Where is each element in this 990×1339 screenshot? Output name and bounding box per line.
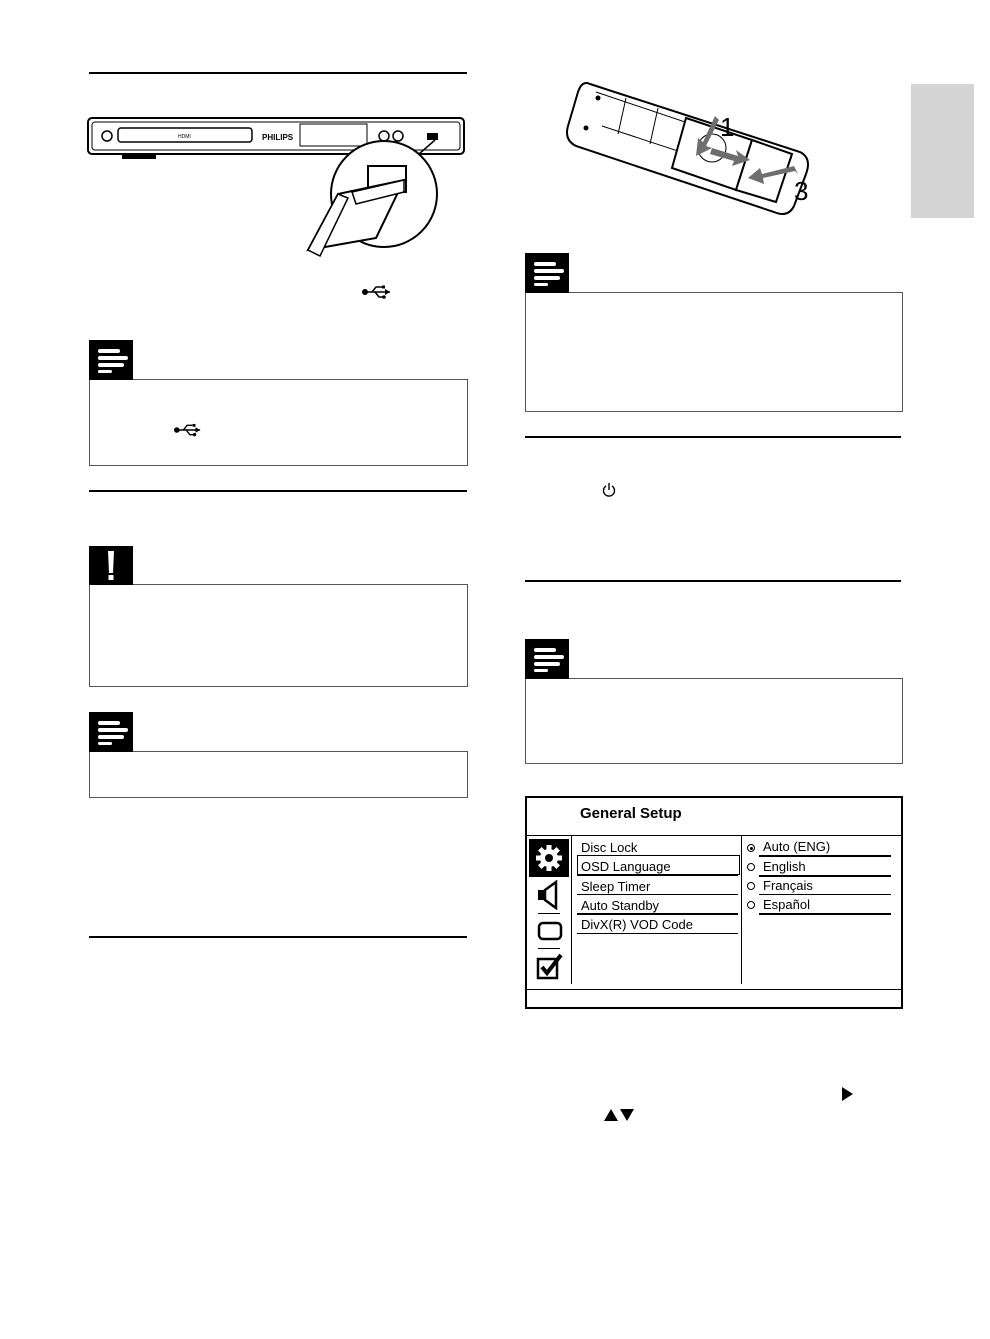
screen-icon[interactable] [536, 919, 564, 943]
option-francais[interactable]: Français [763, 878, 813, 893]
note-icon [89, 340, 133, 380]
menu-item-sleep-timer[interactable]: Sleep Timer [581, 879, 651, 894]
usb-icon [174, 422, 202, 438]
note-box [525, 678, 903, 764]
note-icon [525, 253, 569, 293]
gear-icon[interactable] [529, 839, 569, 877]
remote-battery-illustration [562, 78, 822, 218]
menu-divider [527, 835, 901, 836]
step-label-1: 1 [720, 112, 735, 142]
hdmi-label: HDMI [178, 134, 191, 140]
menu-title: General Setup [580, 805, 682, 822]
menu-item-disc-lock[interactable]: Disc Lock [581, 840, 638, 855]
note-icon [89, 712, 133, 752]
language-side-tab [911, 84, 974, 218]
radio-espanol[interactable] [747, 901, 755, 909]
menu-column-divider [741, 836, 742, 984]
exclamation-icon [89, 546, 133, 585]
menu-item-osd-language[interactable]: OSD Language [581, 859, 671, 874]
radio-english[interactable] [747, 863, 755, 871]
option-auto-eng[interactable]: Auto (ENG) [763, 839, 831, 854]
section-rule [89, 936, 467, 938]
menu-item-auto-standby[interactable]: Auto Standby [581, 898, 660, 913]
radio-auto-eng[interactable] [747, 844, 755, 852]
option-espanol[interactable]: Español [763, 897, 810, 912]
step-label-3: 3 [794, 176, 809, 206]
general-setup-menu [525, 796, 903, 1009]
usb-connection-illustration [86, 112, 470, 272]
note-box [89, 379, 468, 466]
power-icon [602, 482, 616, 498]
section-rule [89, 72, 467, 74]
checkbox-icon[interactable] [535, 952, 565, 982]
play-right-icon [840, 1086, 854, 1102]
option-english[interactable]: English [763, 859, 806, 874]
speaker-icon[interactable] [536, 880, 564, 910]
section-rule [525, 580, 901, 582]
note-icon [525, 639, 569, 679]
note-box [525, 292, 903, 412]
radio-francais[interactable] [747, 882, 755, 890]
section-rule [89, 490, 467, 492]
brand-logo: PHILIPS [262, 133, 294, 142]
caution-box [89, 584, 468, 687]
section-rule [525, 436, 901, 438]
menu-item-divx-vod-code[interactable]: DivX(R) VOD Code [581, 917, 693, 932]
menu-footer-divider [527, 989, 901, 990]
note-box [89, 751, 468, 798]
menu-column-divider [571, 836, 572, 984]
up-down-icon [603, 1108, 635, 1122]
usb-icon [362, 284, 392, 300]
